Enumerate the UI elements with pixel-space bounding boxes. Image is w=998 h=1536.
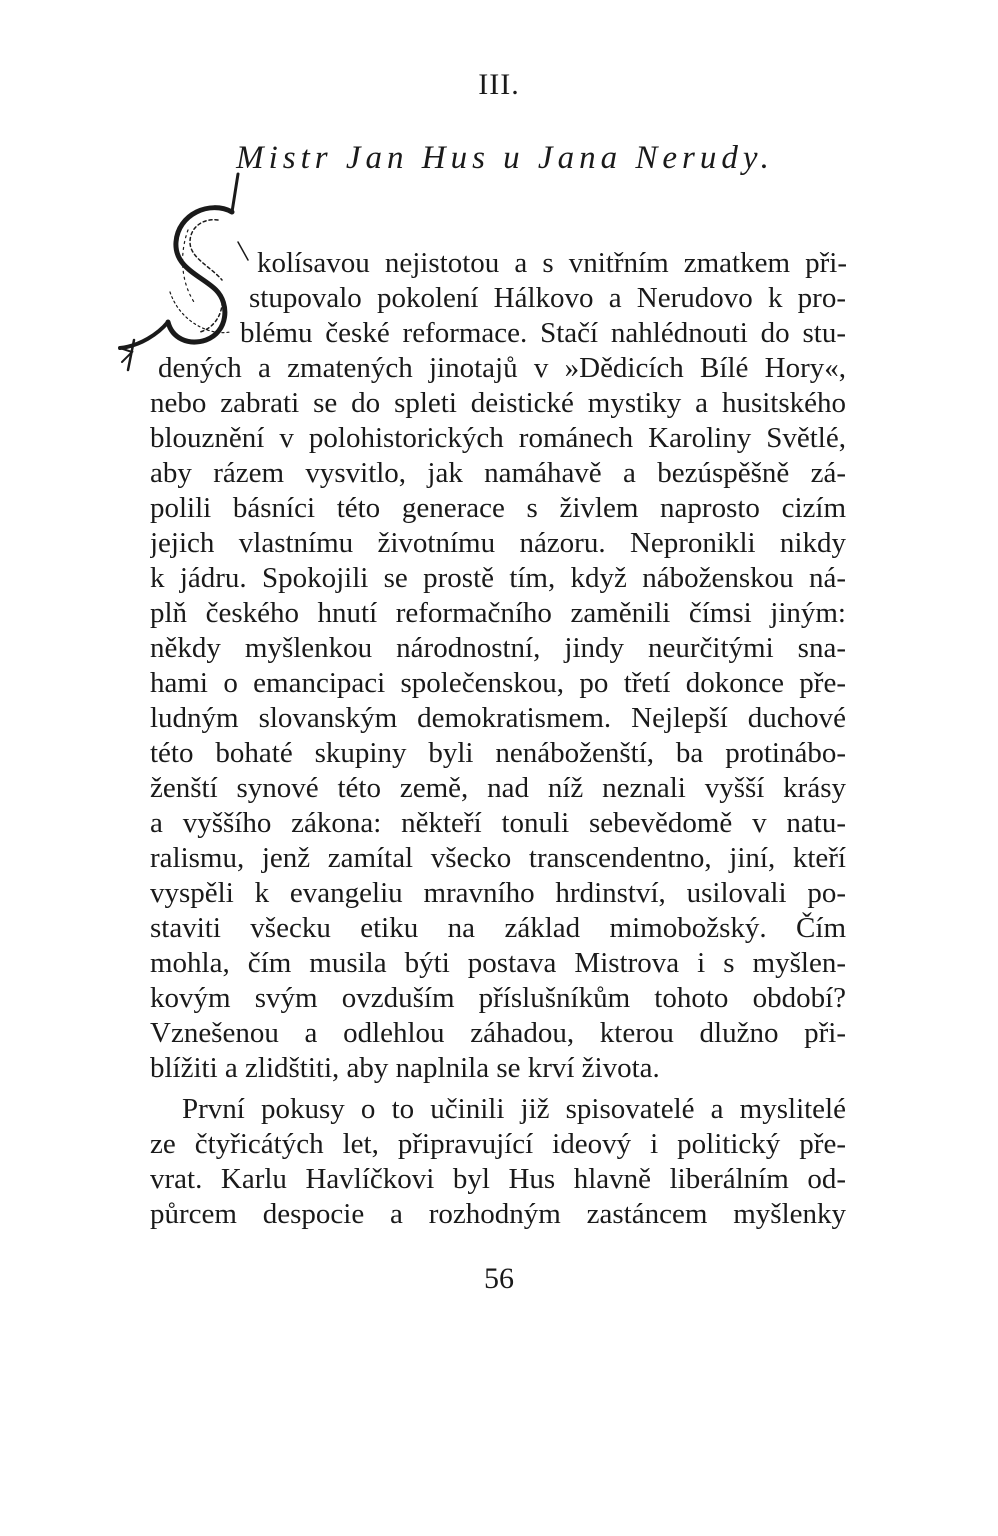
text-line: vyspěli k evangeliu mravního hrdinství, usilovali po- — [150, 877, 846, 909]
text-line: ze čtyřicátých let, připravující ideový i politický pře- — [150, 1128, 846, 1160]
text-line: aby rázem vysvitlo, jak namáhavě a bezúspěšně zá- — [150, 457, 846, 489]
text-line: ženští synové této země, nad níž neznali vyšší krásy — [150, 772, 846, 804]
text-line: kolísavou nejistotou a s vnitřním zmatkem při- — [257, 247, 847, 279]
text-line: této bohaté skupiny byli nenáboženští, ba protinábo- — [150, 737, 846, 769]
text-line: ralismu, jenž zamítal všecko transcendentno, jiní, kteří — [150, 842, 846, 874]
text-line: plň českého hnutí reformačního zaměnili čímsi jiným: — [150, 597, 846, 629]
text-line: hami o emancipaci společenskou, po třetí dokonce pře- — [150, 667, 846, 699]
text-line: polili básníci této generace s živlem naprosto cizím — [150, 492, 846, 524]
text-line: mohla, čím musila býti postava Mistrova i s myšlen- — [150, 947, 846, 979]
text-line: dených a zmatených jinotajů v »Dědicích Bílé Hory«, — [158, 352, 846, 384]
text-line: k jádru. Spokojili se prostě tím, když náboženskou ná- — [150, 562, 846, 594]
text-line: jejich vlastnímu životnímu názoru. Nepronikli nikdy — [150, 527, 846, 559]
text-line: stupovalo pokolení Hálkovo a Nerudovo k pro- — [249, 282, 846, 314]
text-line: a vyššího zákona: někteří tonuli sebevědomě v natu- — [150, 807, 846, 839]
text-line: blouznění v polohistorických románech Karoliny Světlé, — [150, 422, 846, 454]
text-line: nebo zabrati se do spleti deistické mystiky a husitského — [150, 387, 846, 419]
text-line: někdy myšlenkou národnostní, jindy neurčitými sna- — [150, 632, 846, 664]
page-number: 56 — [484, 1262, 514, 1295]
chapter-title: Mistr Jan Hus u Jana Nerudy. — [236, 140, 774, 176]
text-line: staviti všecku etiku na základ mimobožský. Čím — [150, 912, 846, 944]
text-line: vrat. Karlu Havlíčkovi byl Hus hlavně liberálním od- — [150, 1163, 846, 1195]
text-line: blížiti a zlidštiti, aby naplnila se krví života. — [150, 1052, 660, 1084]
text-line: půrcem despocie a rozhodným zastáncem myšlenky — [150, 1198, 846, 1230]
chapter-number: III. — [478, 68, 520, 101]
text-line: blému české reformace. Stačí nahlédnouti do stu- — [240, 317, 846, 349]
text-line: První pokusy o to učinili již spisovatelé a myslitelé — [182, 1093, 846, 1125]
text-line: ludným slovanským demokratismem. Nejlepší duchové — [150, 702, 846, 734]
text-line: kovým svým ovzduším příslušníkům tohoto období? — [150, 982, 846, 1014]
text-line: Vznešenou a odlehlou záhadou, kterou dlužno při- — [150, 1017, 846, 1049]
